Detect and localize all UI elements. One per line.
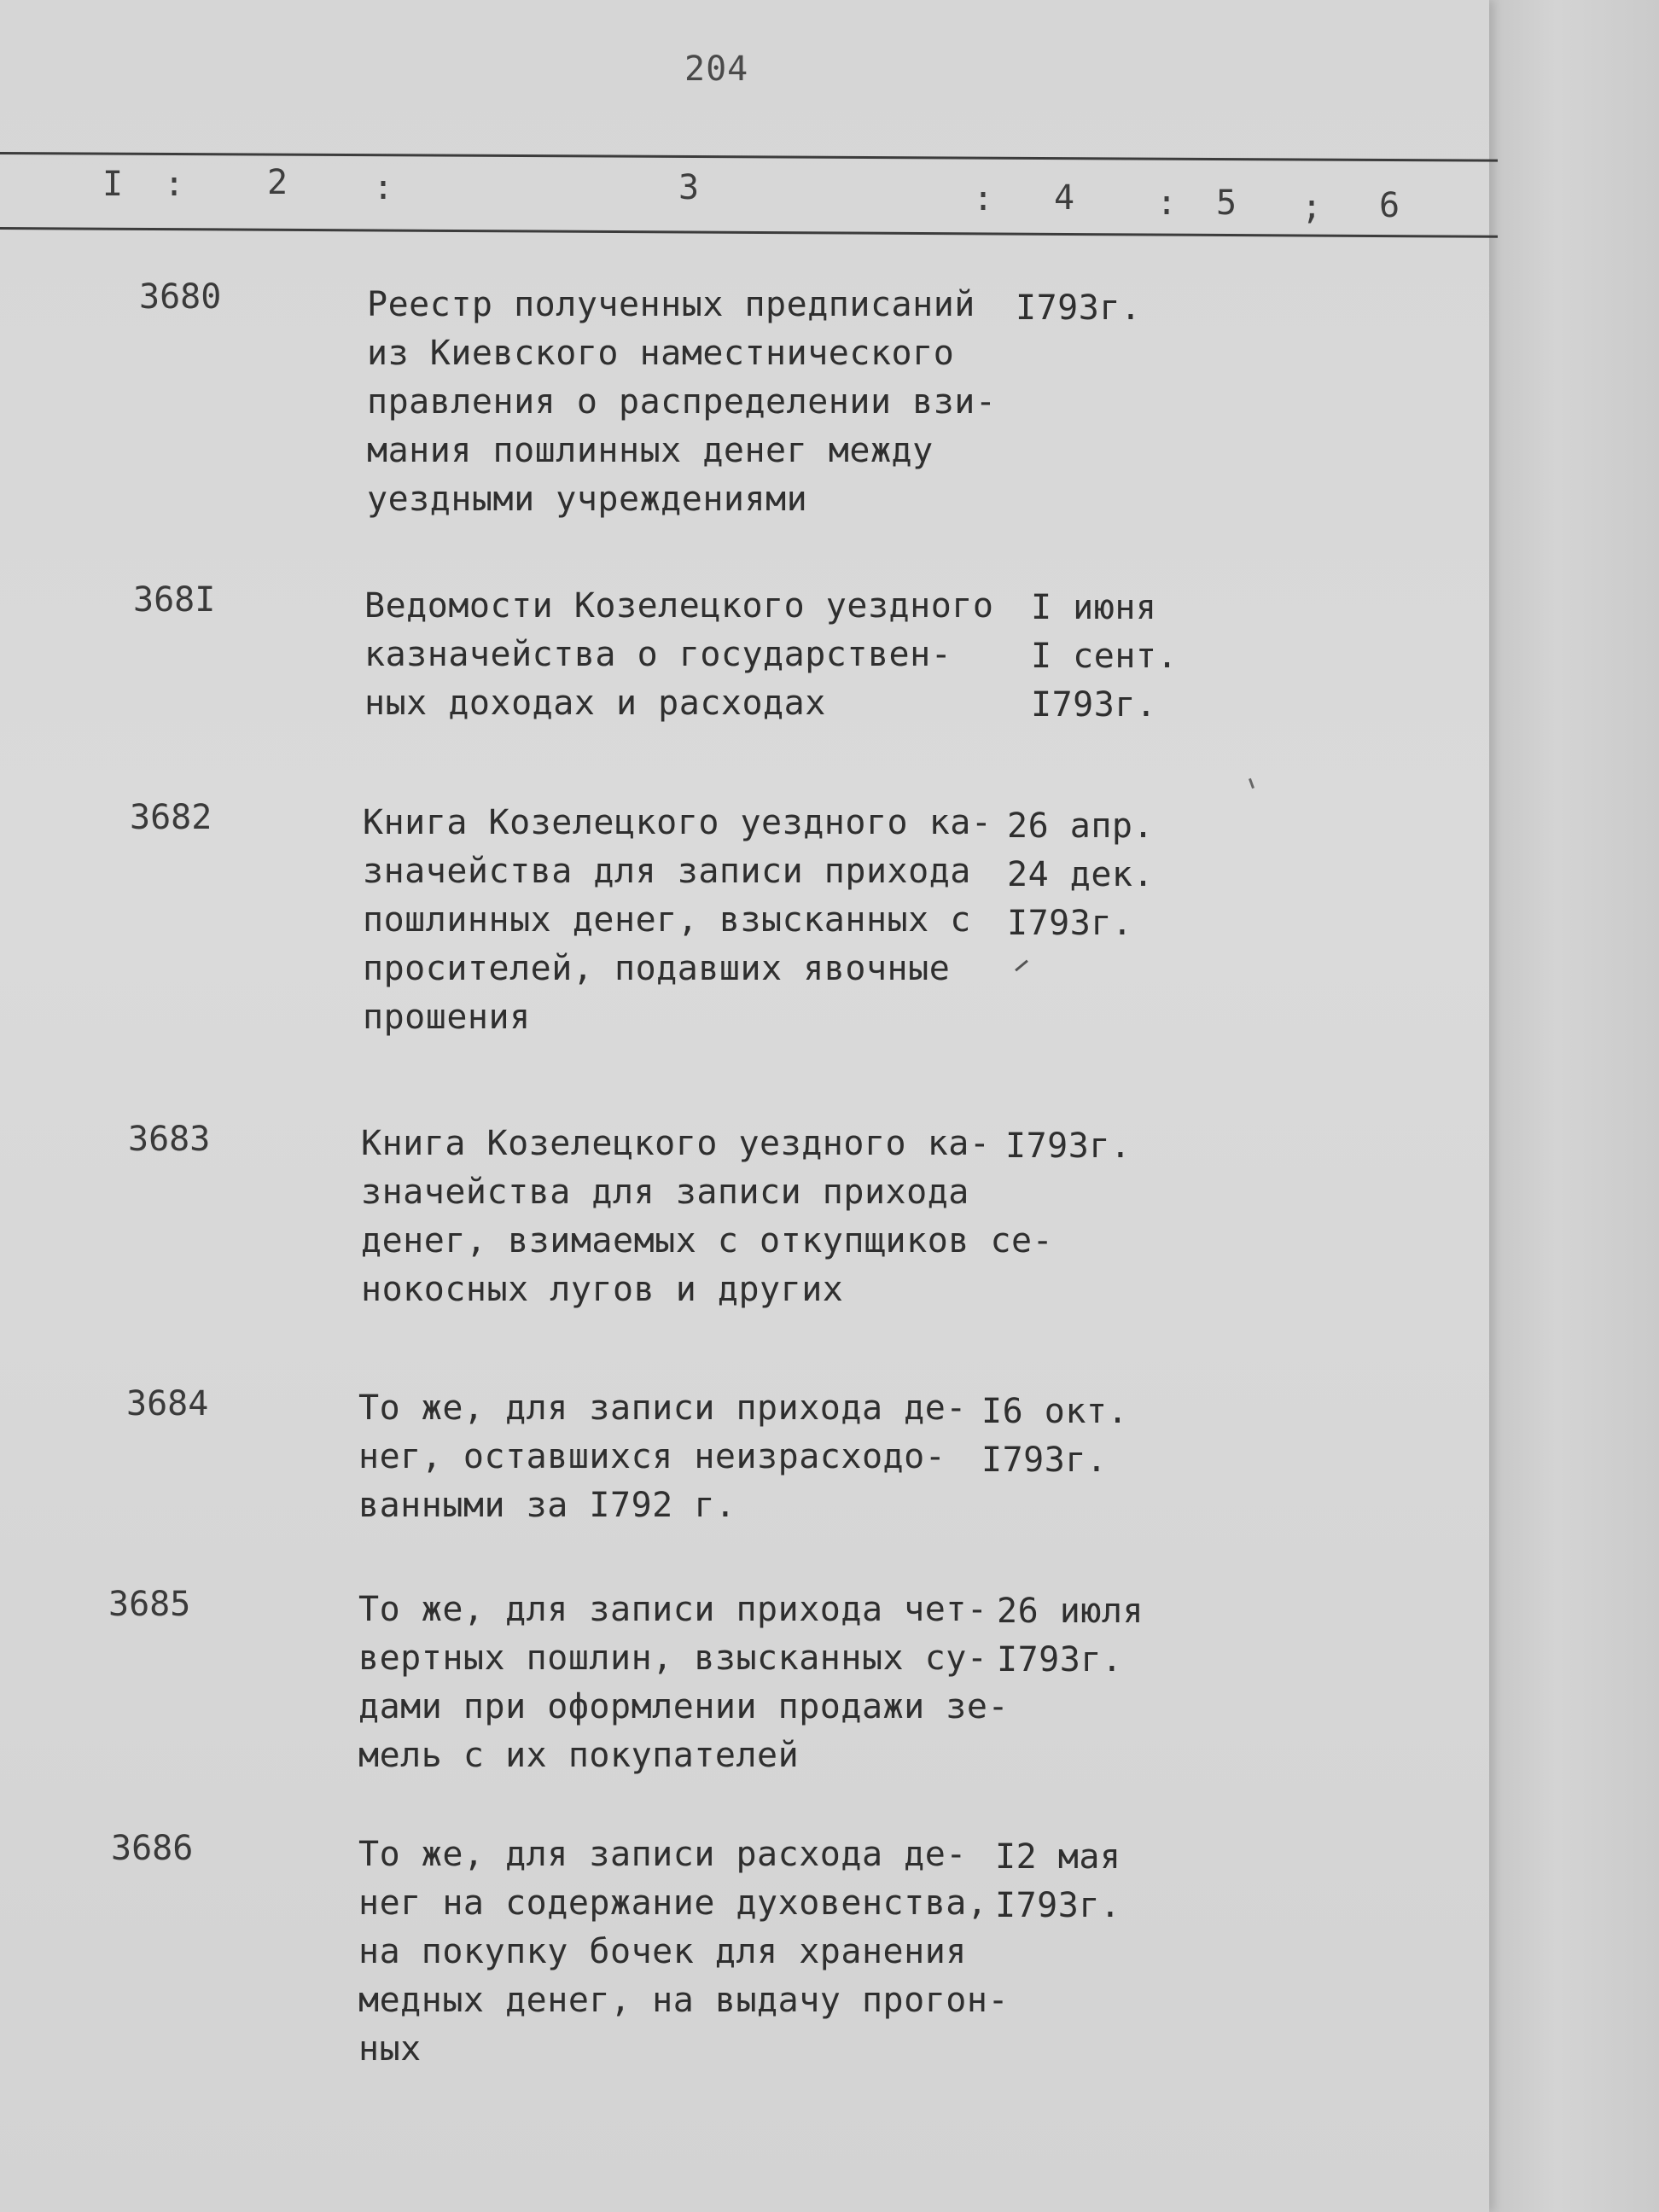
entry-description: То же, для записи прихода чет- вертных пошлин, взысканных су- дами при оформлении продажи зе- мель с их покупателей <box>358 1590 1010 1775</box>
back-sheet-edge <box>1485 0 1659 2212</box>
entry-description: Реестр полученных предписаний из Киевского наместнического правления о распределении взи- мания пошлинных денег между уездными учреждениями <box>367 285 997 519</box>
column-header-1: I <box>102 165 124 204</box>
entry-number: 368I <box>133 580 216 620</box>
column-separator: : <box>1156 183 1178 223</box>
entry-description: То же, для записи расхода де- нег на содержание духовенства, на покупку бочек для хранения медных денег, на выдачу прогон- ных <box>358 1835 1010 2069</box>
entry-date: I6 окт. I793г. <box>981 1392 1129 1480</box>
column-separator: : <box>373 168 394 207</box>
paper-speck <box>1249 778 1254 789</box>
entry-date: I793г. <box>1016 288 1142 328</box>
column-separator: : <box>973 179 994 218</box>
entry-description: Книга Козелецкого уездного ка- значейства для записи прихода пошлинных денег, взысканных с просителей, подавших явочные прошения <box>363 803 992 1037</box>
column-header-4: 4 <box>1054 178 1075 218</box>
entry-number: 3684 <box>126 1384 209 1423</box>
column-header-3: 3 <box>678 168 700 207</box>
entry-description: Книга Козелецкого уездного ка- значейства для записи прихода денег, взимаемых с откупщиков се- нокосных лугов и других <box>361 1124 1054 1309</box>
column-separator: : <box>164 165 185 204</box>
header-rule-top <box>0 152 1498 162</box>
header-rule-bottom <box>0 227 1498 238</box>
entry-date: 26 июля I793г. <box>997 1592 1144 1679</box>
column-header-2: 2 <box>267 163 288 202</box>
entry-date: I793г. <box>1005 1126 1132 1166</box>
entry-number: 3680 <box>139 277 222 317</box>
entry-number: 3686 <box>111 1829 194 1868</box>
column-header-5: 5 <box>1216 183 1237 223</box>
page-number: 204 <box>684 49 749 89</box>
entry-description: То же, для записи прихода де- нег, оставшихся неизрасходо- ванными за I792 г. <box>358 1388 967 1525</box>
pencil-tick-mark <box>1015 960 1028 972</box>
entry-date: 26 апр. 24 дек. I793г. <box>1007 806 1155 943</box>
entry-date: I июня I сент. I793г. <box>1031 588 1179 725</box>
column-separator: ; <box>1301 188 1323 227</box>
entry-description: Ведомости Козелецкого уездного казначейства о государствен- ных доходах и расходах <box>364 586 994 723</box>
entry-date: I2 мая I793г. <box>995 1837 1121 1925</box>
entry-number: 3682 <box>130 798 212 837</box>
entry-number: 3685 <box>108 1585 191 1624</box>
entry-number: 3683 <box>128 1120 211 1159</box>
column-header-6: 6 <box>1379 186 1400 225</box>
